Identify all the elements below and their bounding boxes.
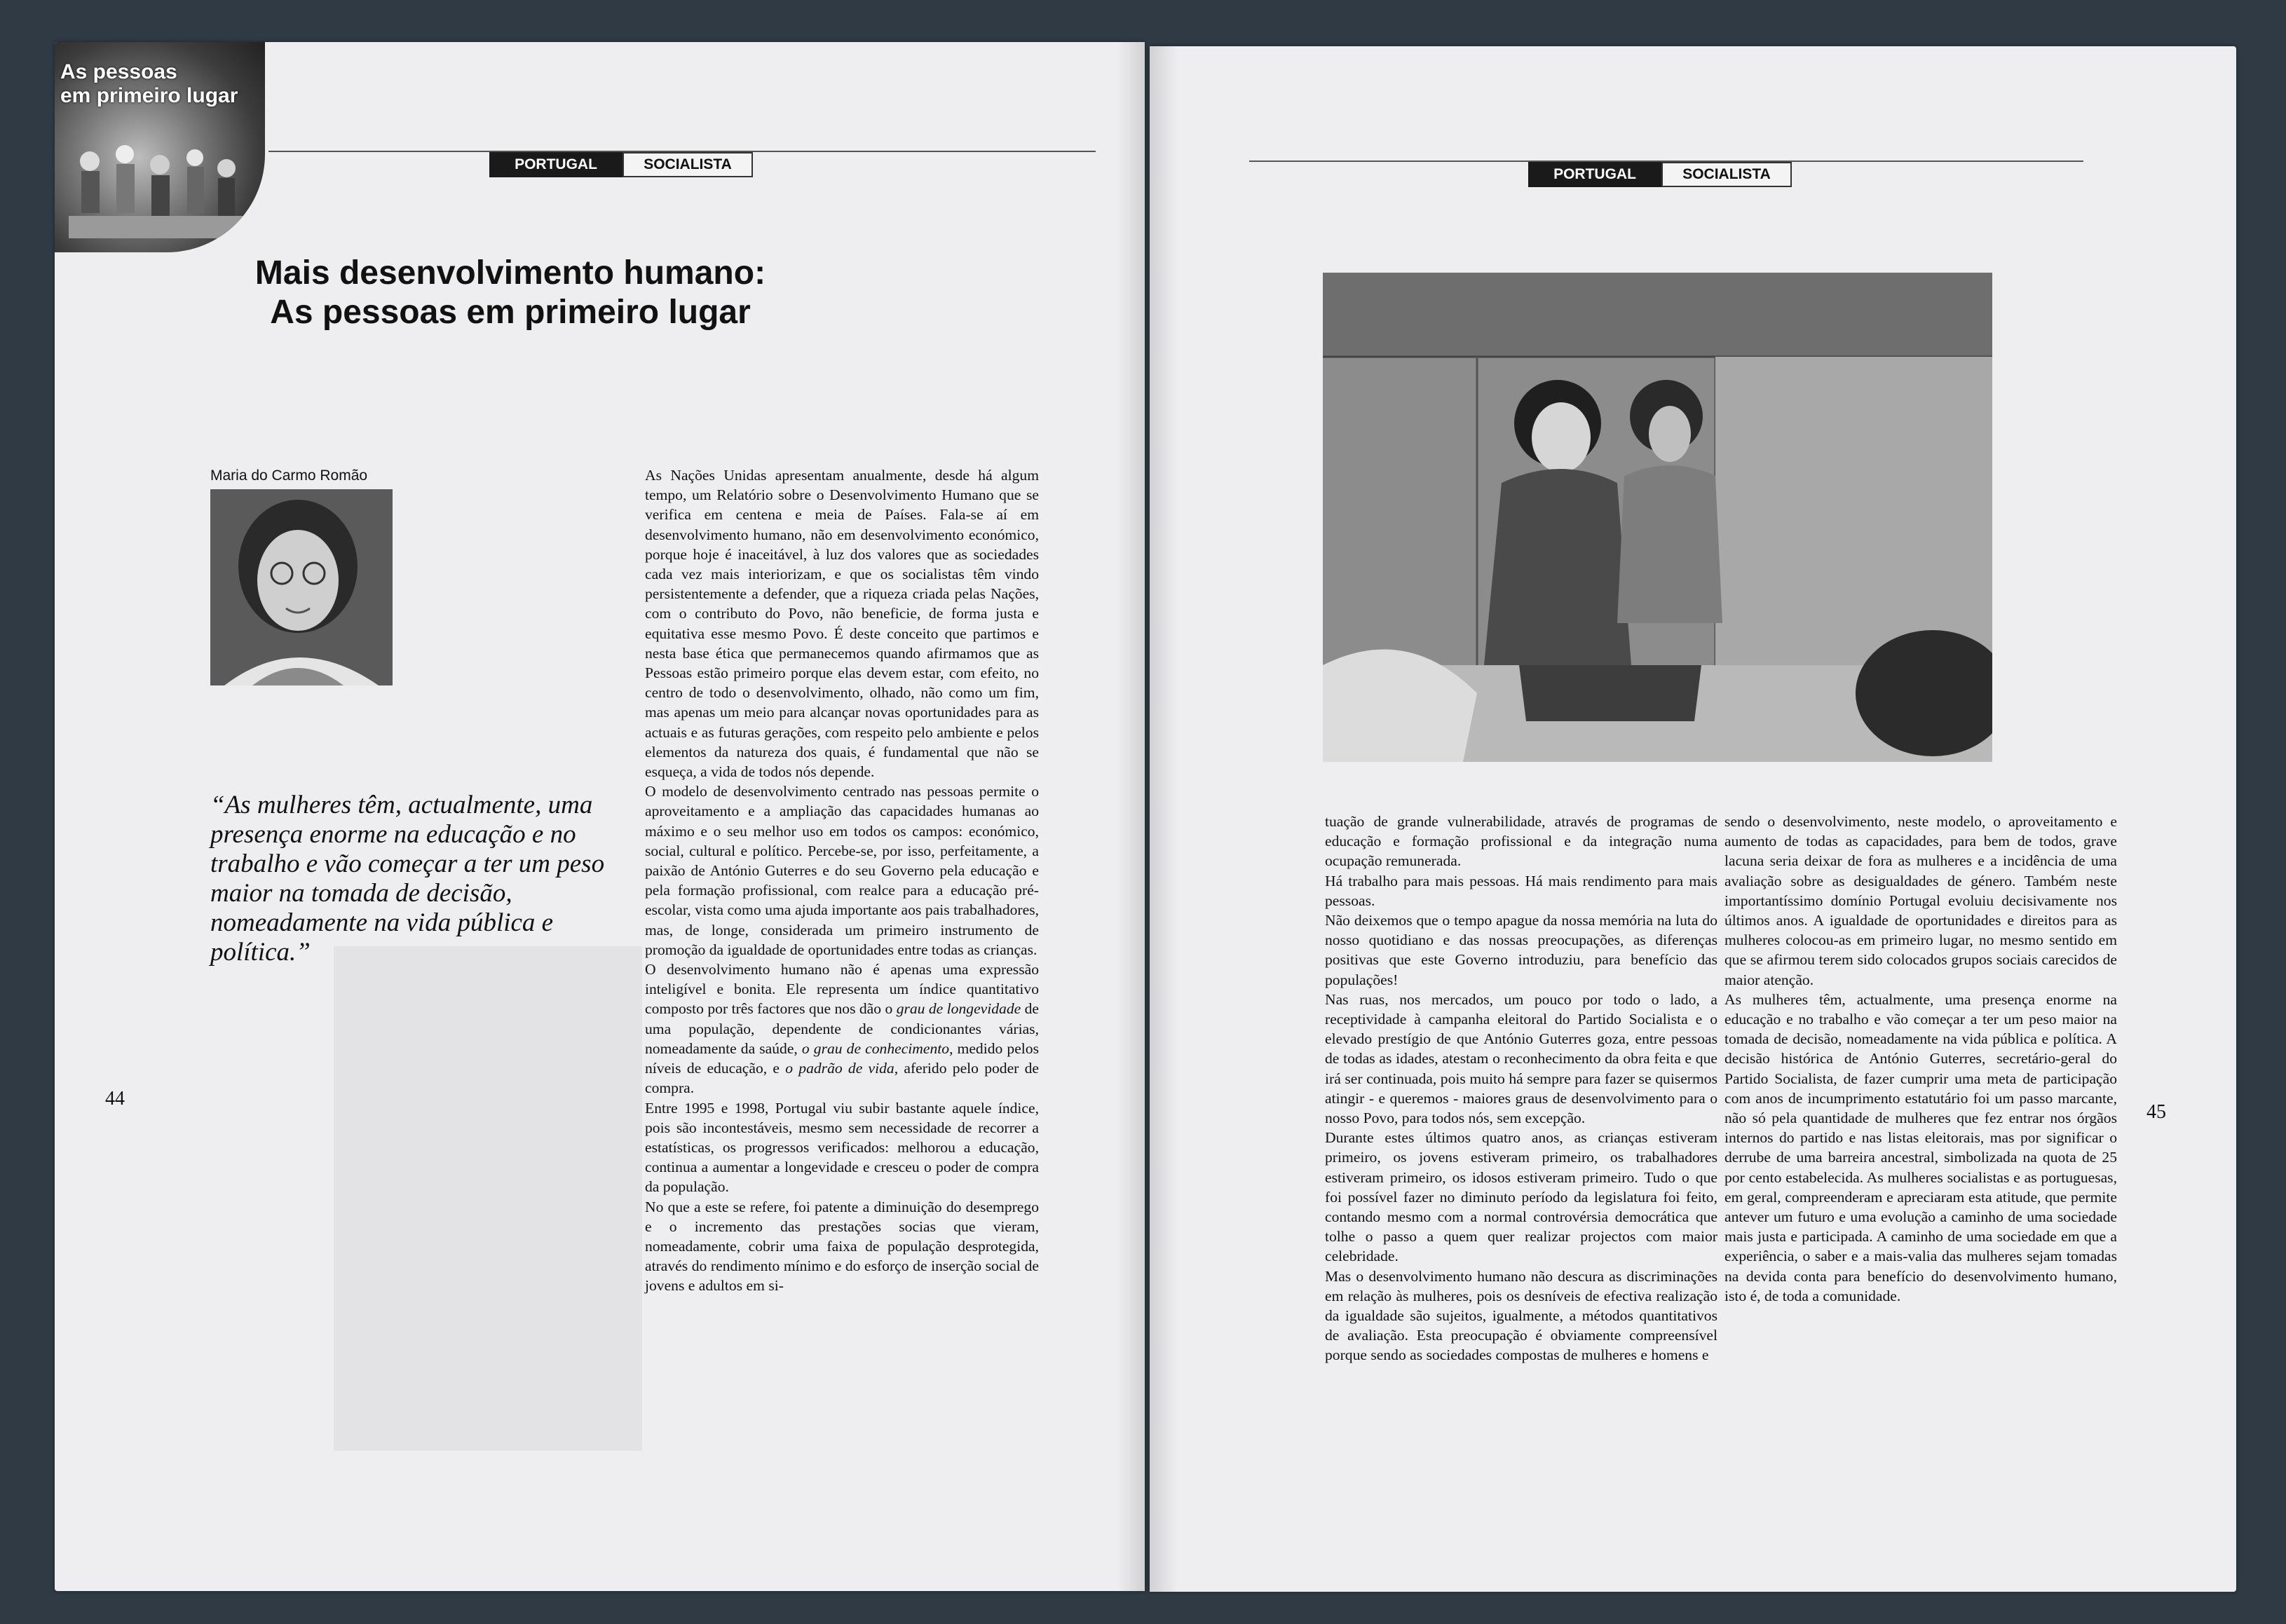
paragraph-12: sendo o desenvolvimento, neste modelo, o aproveitamento e aumento de todas as capacidades, para bem de todos, grave lacuna seria deixar de fora as mulheres e a incidência de uma avaliação sobre as desigualdades de género. Também neste importantíssimo domínio Portugal evoluiu decisivamente nos últimos anos. A igualdade de oportunidades e direitos para as mulheres colocou-as em primeiro lugar, no mesmo sentido em que se afirmou terem sido colocados grupos sociais carecidos de maior atenção. [1724, 813, 2117, 988]
term-longevidade: grau de longevidade [896, 1000, 1021, 1018]
shaded-background-box [334, 946, 642, 1451]
crowd-photo-icon [69, 126, 251, 238]
paragraph-1: As Nações Unidas apresentam anualmente, desde há algum tempo, um Relatório sobre o Desenvolvimento Humano que se verifica em centena e meia de Países. Fala-se aí em desenvolvimento humano, não em desenvolvimento económico, porque hoje é inaceitável, à luz dos valores que as sociedades cada vez mais interiorizam, e que os socialistas têm vindo persistentemente a defender, que a riqueza criada pelas Nações, com o contributo do Povo, não beneficie, de forma justa e equitativa esse mesmo Povo. É deste conceito que partimos e nesta base ética que permanecemos quando afirmamos que as Pessoas estão primeiro porque elas devem estar, com efeito, no centro de todo o desenvolvimento, olhado, não como um fim, mas apenas um meio para alcançar novas oportunidades para as actuais e as futuras gerações, com respeito pelo ambiente e pelos elementos da natureza dos quais, é fundamental que não se esqueça, a vida de todos nós depende. [645, 467, 1039, 781]
masthead-socialista: SOCIALISTA [622, 152, 753, 177]
paragraph-11: Mas o desenvolvimento humano não descura as discriminações em relação às mulheres, pois os desníveis de efectiva realização da igualdade são sujeitos, igualmente, a métodos quantitativos de avaliação. Esta preocupação é obviamente compreensível porque sendo as sociedades compostas de mulheres e homens e [1325, 1267, 1717, 1364]
masthead [489, 152, 753, 177]
masthead-socialista-right: SOCIALISTA [1661, 162, 1792, 187]
paragraph-5: No que a este se refere, foi patente a diminuição do desemprego e o incremento das prestações socias que vieram, nomeadamente, cobrir uma faixa de população desprotegida, através do rendimento mínimo e do esforço de inserção social de jovens e adultos em si- [645, 1198, 1039, 1295]
masthead-portugal-right: PORTUGAL [1528, 162, 1661, 187]
masthead-right [1528, 162, 1792, 187]
article-column-2 [1325, 812, 1717, 1365]
article-column-1 [645, 465, 1039, 1296]
author-name: Maria do Carmo Romão [210, 468, 368, 484]
paragraph-3-b: de uma população, dependente de condicionantes várias, nomeadamente da saúde, [645, 1000, 1040, 1057]
paragraph-3 [645, 960, 1039, 1098]
page-number-left: 44 [105, 1088, 125, 1110]
article-title-line2: As pessoas em primeiro lugar [270, 294, 751, 331]
paragraph-9: Nas ruas, nos mercados, um pouco por todo o lado, a receptividade à campanha eleitoral do Partido Socialista e o elevado prestígio de que António Guterres goza, entre pessoas de todas as idades, atestam o reconhecimento da obra feita e que irá ser continuada, pois muito há sempre para fazer se quisermos atingir - e queremos - maiores graus de desenvolvimento para o nosso Povo, para todos nós, sem excepção. [1325, 990, 1717, 1127]
article-title [55, 254, 966, 332]
paragraph-6: tuação de grande vulnerabilidade, através de programas de educação e formação profissional e da integração numa ocupação remunerada. [1325, 813, 1717, 870]
spine-shadow-right [1150, 46, 1178, 1592]
right-page [1150, 46, 2236, 1592]
author-portrait [210, 489, 393, 685]
paragraph-3-c: , medido pelos níveis de educação, e [645, 1039, 1039, 1077]
section-logo-line2: em primeiro lugar [60, 84, 238, 107]
left-page [55, 42, 1145, 1591]
section-logo-text [60, 60, 238, 108]
masthead-portugal: PORTUGAL [489, 152, 622, 177]
paragraph-10: Durante estes últimos quatro anos, as crianças estiveram primeiro, os jovens estiveram primeiro, os trabalhadores estiveram primeiro, os idosos estiveram primeiro. Tudo o que foi possível fazer no diminuto período da legislatura foi feito, contando mesmo com a normal controvérsia democrática que tolhe o passo a quem quer realizar projectos com maior celebridade. [1325, 1129, 1717, 1265]
page-number-right: 45 [2146, 1101, 2166, 1123]
children-photo [1323, 273, 1992, 762]
paragraph-2: O modelo de desenvolvimento centrado nas pessoas permite o aproveitamento e a ampliação das capacidades humanas ao máximo e o seu melhor uso em todos os campos: económico, social, cultural e político. Percebe-se, por isso, perfeitamente, a paixão de António Guterres e do seu Governo pela educação e pela formação profissional, com realce para a educação pré-escolar, vista como uma ajuda importante aos pais trabalhadores, mas, de longe, considerada um primeiro instrumento de promoção da igualdade de oportunidades entre todas as crianças. [645, 783, 1039, 958]
paragraph-8: Não deixemos que o tempo apague da nossa memória na luta do nosso quotidiano e das nossas preocupações, as diferenças positivas que este Governo introduziu, para benefício das populações! [1325, 912, 1717, 988]
pull-quote: “As mulheres têm, actualmente, uma presença enorme na educação e no trabalho e vão começar a ter um peso maior na tomada de decisão, nomeadamente na vida pública e política.” [210, 791, 605, 967]
paragraph-3-a: O desenvolvimento humano não é apenas uma expressão inteligível e bonita. Ele representa um índice quantitativo composto por três factores que nos dão o [645, 961, 1039, 1018]
article-title-line1: Mais desenvolvimento humano: [254, 254, 766, 292]
spine-shadow-left [1117, 42, 1145, 1591]
section-logo-line1: As pessoas [60, 60, 177, 83]
children-photo-illustration [1323, 273, 1992, 762]
paragraph-7: Há trabalho para mais pessoas. Há mais rendimento para mais pessoas. [1325, 872, 1717, 909]
term-padrao-de-vida: o padrão de vida [785, 1060, 894, 1077]
paragraph-13: As mulheres têm, actualmente, uma presença enorme na educação e no trabalho e vão começar a ter um peso maior na tomada de decisão, nomeadamente na vida pública e política. A decisão histórica de António Guterres, secretário-geral do Partido Socialista, de fazer cumprir uma meta de participação com anos de incumprimento estatutário foi um passo marcante, não só pela quantidade de mulheres que fez entrar nos órgãos internos do partido e nas listas eleitorais, mas por significar o derrube de uma barreira ancestral, simbolizada na quota de 25 por cento estabelecida. As mulheres socialistas e as portuguesas, em geral, compreenderam e apreciaram esta atitude, que permite antever um futuro e uma evolução a caminho de uma sociedade mais justa e participada. A caminho de uma sociedade em que a experiência, o saber e a mais-valia das mulheres sejam tomadas na devida conta para benefício do desenvolvimento humano, isto é, de toda a comunidade. [1724, 990, 2117, 1304]
article-column-3 [1724, 812, 2117, 1306]
term-conhecimento: o grau de conhecimento [801, 1039, 950, 1057]
portrait-figure-icon [210, 489, 393, 685]
section-logo [55, 42, 265, 252]
paragraph-3-d: , aferido pelo poder de compra. [645, 1060, 1039, 1097]
paragraph-4: Entre 1995 e 1998, Portugal viu subir bastante aquele índice, pois são incontestáveis, mesmo sem necessidade de recorrer a estatísticas, os progressos verificados: melhorou a educação, continua a aumentar a longevidade e cresceu o poder de compra da população. [645, 1099, 1039, 1196]
